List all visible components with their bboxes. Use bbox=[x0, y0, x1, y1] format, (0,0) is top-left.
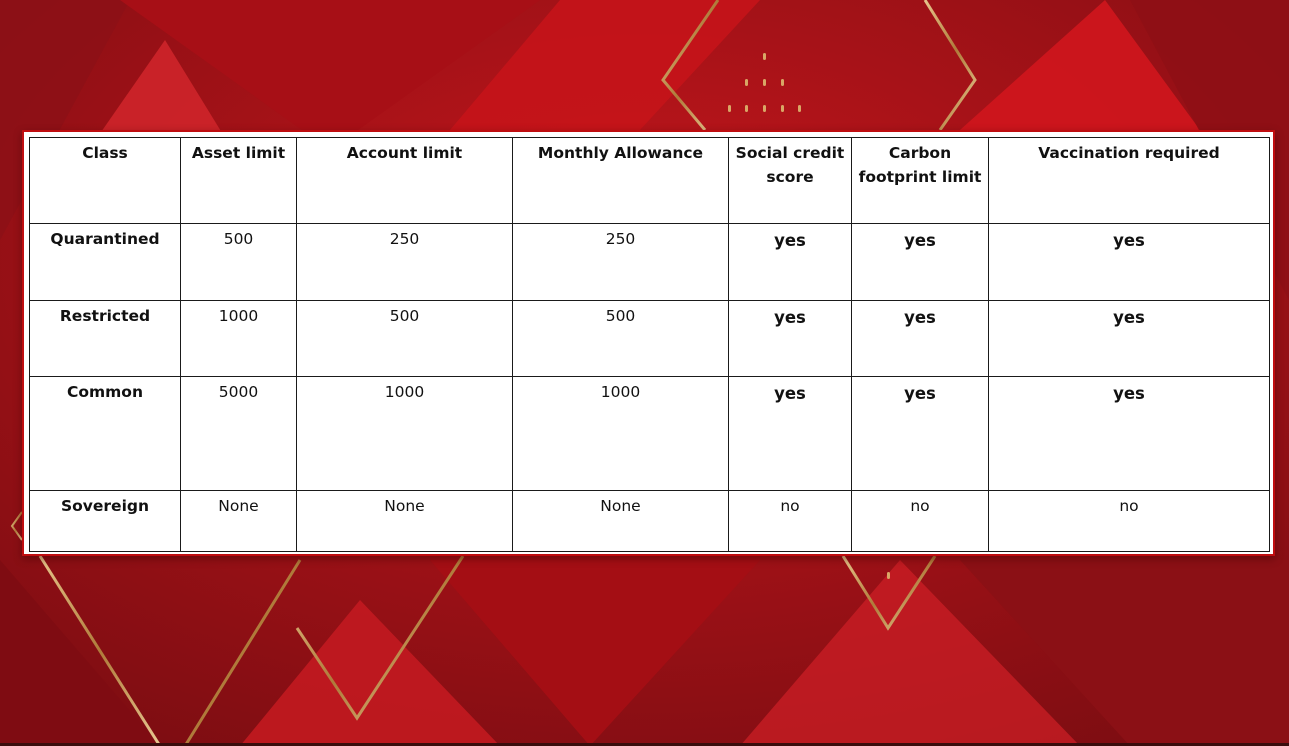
cell-monthly-allowance: 250 bbox=[513, 224, 729, 301]
table-frame bbox=[22, 130, 1275, 556]
cell-social-credit-score: no bbox=[729, 491, 852, 552]
cell-class: Restricted bbox=[30, 301, 181, 377]
cell-class: Sovereign bbox=[30, 491, 181, 552]
table-row-quarantined bbox=[30, 224, 1270, 301]
column-header-carbon-footprint-limit: Carbon footprint limit bbox=[852, 138, 989, 224]
cell-social-credit-score: yes bbox=[729, 301, 852, 377]
cell-asset-limit: None bbox=[181, 491, 297, 552]
cell-monthly-allowance: 500 bbox=[513, 301, 729, 377]
column-header-vaccination-required: Vaccination required bbox=[989, 138, 1270, 224]
cell-carbon-footprint-limit: no bbox=[852, 491, 989, 552]
cell-class: Quarantined bbox=[30, 224, 181, 301]
column-header-social-credit-score: Social credit score bbox=[729, 138, 852, 224]
column-header-monthly-allowance: Monthly Allowance bbox=[513, 138, 729, 224]
cell-account-limit: 1000 bbox=[297, 377, 513, 491]
table-header-row bbox=[30, 138, 1270, 224]
cell-asset-limit: 5000 bbox=[181, 377, 297, 491]
cell-asset-limit: 500 bbox=[181, 224, 297, 301]
cell-vaccination-required: yes bbox=[989, 224, 1270, 301]
cell-carbon-footprint-limit: yes bbox=[852, 301, 989, 377]
cell-monthly-allowance: 1000 bbox=[513, 377, 729, 491]
cell-asset-limit: 1000 bbox=[181, 301, 297, 377]
cell-social-credit-score: yes bbox=[729, 224, 852, 301]
table-row-sovereign bbox=[30, 491, 1270, 552]
column-header-asset-limit: Asset limit bbox=[181, 138, 297, 224]
cell-vaccination-required: yes bbox=[989, 301, 1270, 377]
cell-account-limit: None bbox=[297, 491, 513, 552]
cell-account-limit: 500 bbox=[297, 301, 513, 377]
cell-monthly-allowance: None bbox=[513, 491, 729, 552]
column-header-account-limit: Account limit bbox=[297, 138, 513, 224]
table-row-common bbox=[30, 377, 1270, 491]
cell-vaccination-required: no bbox=[989, 491, 1270, 552]
cell-vaccination-required: yes bbox=[989, 377, 1270, 491]
cell-account-limit: 250 bbox=[297, 224, 513, 301]
cell-class: Common bbox=[30, 377, 181, 491]
class-limits-table bbox=[29, 137, 1270, 552]
cell-social-credit-score: yes bbox=[729, 377, 852, 491]
cell-carbon-footprint-limit: yes bbox=[852, 377, 989, 491]
table-row-restricted bbox=[30, 301, 1270, 377]
column-header-class: Class bbox=[30, 138, 181, 224]
cell-carbon-footprint-limit: yes bbox=[852, 224, 989, 301]
